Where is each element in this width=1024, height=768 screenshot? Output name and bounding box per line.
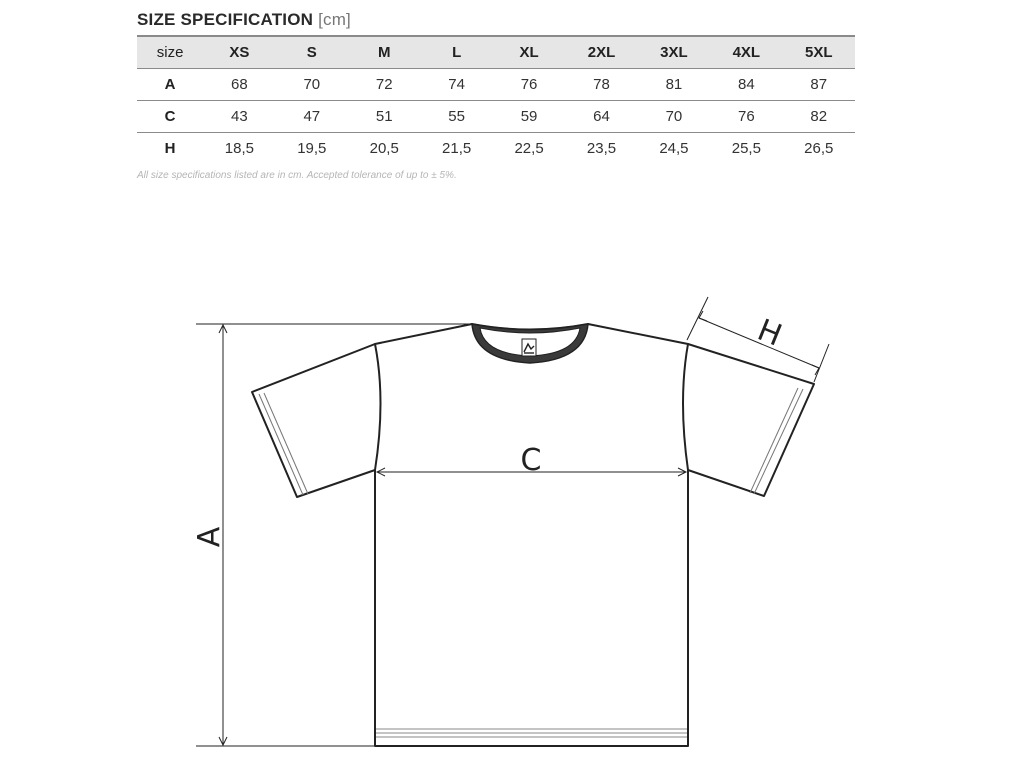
table-cell: 18,5 [224, 140, 254, 157]
table-cell: 22,5 [514, 140, 544, 157]
size-header-m: M [348, 36, 420, 69]
table-cell: 70 [276, 69, 348, 101]
table-cell: 51 [348, 101, 420, 133]
sleeve-cuff-stitching [259, 388, 803, 495]
size-header-xs: XS [203, 36, 275, 69]
table-cell: 26,5 [804, 140, 834, 157]
size-header-5xl: 5XL [783, 36, 855, 69]
table-cell: 64 [565, 101, 637, 133]
size-corner-label: size [137, 36, 203, 69]
size-header-l: L [420, 36, 492, 69]
table-cell: 76 [710, 101, 782, 133]
table-cell: 23,5 [586, 140, 617, 157]
table-cell: 43 [203, 101, 275, 133]
table-cell: 20,5 [369, 140, 399, 157]
tshirt-outline [252, 324, 814, 746]
table-cell: 72 [348, 69, 420, 101]
table-cell: 84 [710, 69, 782, 101]
title-unit: [cm] [318, 10, 351, 29]
hem-stitching [376, 729, 687, 737]
table-cell: 21,5 [442, 140, 472, 157]
table-cell: 24,5 [659, 140, 689, 157]
row-label-a: A [137, 69, 203, 101]
size-header-2xl: 2XL [565, 36, 637, 69]
table-cell: 87 [783, 69, 855, 101]
size-header-xl: XL [493, 36, 565, 69]
table-cell: 19,5 [297, 140, 327, 157]
table-cell: 74 [420, 69, 492, 101]
dimension-a-line [196, 324, 472, 746]
table-cell: 70 [638, 101, 710, 133]
dimension-label-a: A [192, 526, 227, 548]
table-cell: 59 [493, 101, 565, 133]
dimension-label-c: C [520, 443, 542, 478]
row-label-h: H [164, 140, 176, 157]
title-text: SIZE SPECIFICATION [137, 10, 314, 29]
tolerance-note: All size specifications listed are in cm. Accepted tolerance of up to ± 5%. [137, 170, 457, 181]
table-cell: 76 [493, 69, 565, 101]
neck-label-icon [522, 339, 536, 356]
table-cell: 81 [638, 69, 710, 101]
dimension-label-h: H [752, 312, 787, 354]
table-cell: 47 [276, 101, 348, 133]
table-cell: 78 [565, 69, 637, 101]
table-cell: 55 [420, 101, 492, 133]
size-header-4xl: 4XL [710, 36, 782, 69]
table-cell: 82 [783, 101, 855, 133]
table-cell: 25,5 [731, 140, 761, 157]
size-header-s: S [276, 36, 348, 69]
size-header-3xl: 3XL [638, 36, 710, 69]
table-cell: 68 [203, 69, 275, 101]
row-label-c: C [137, 101, 203, 133]
